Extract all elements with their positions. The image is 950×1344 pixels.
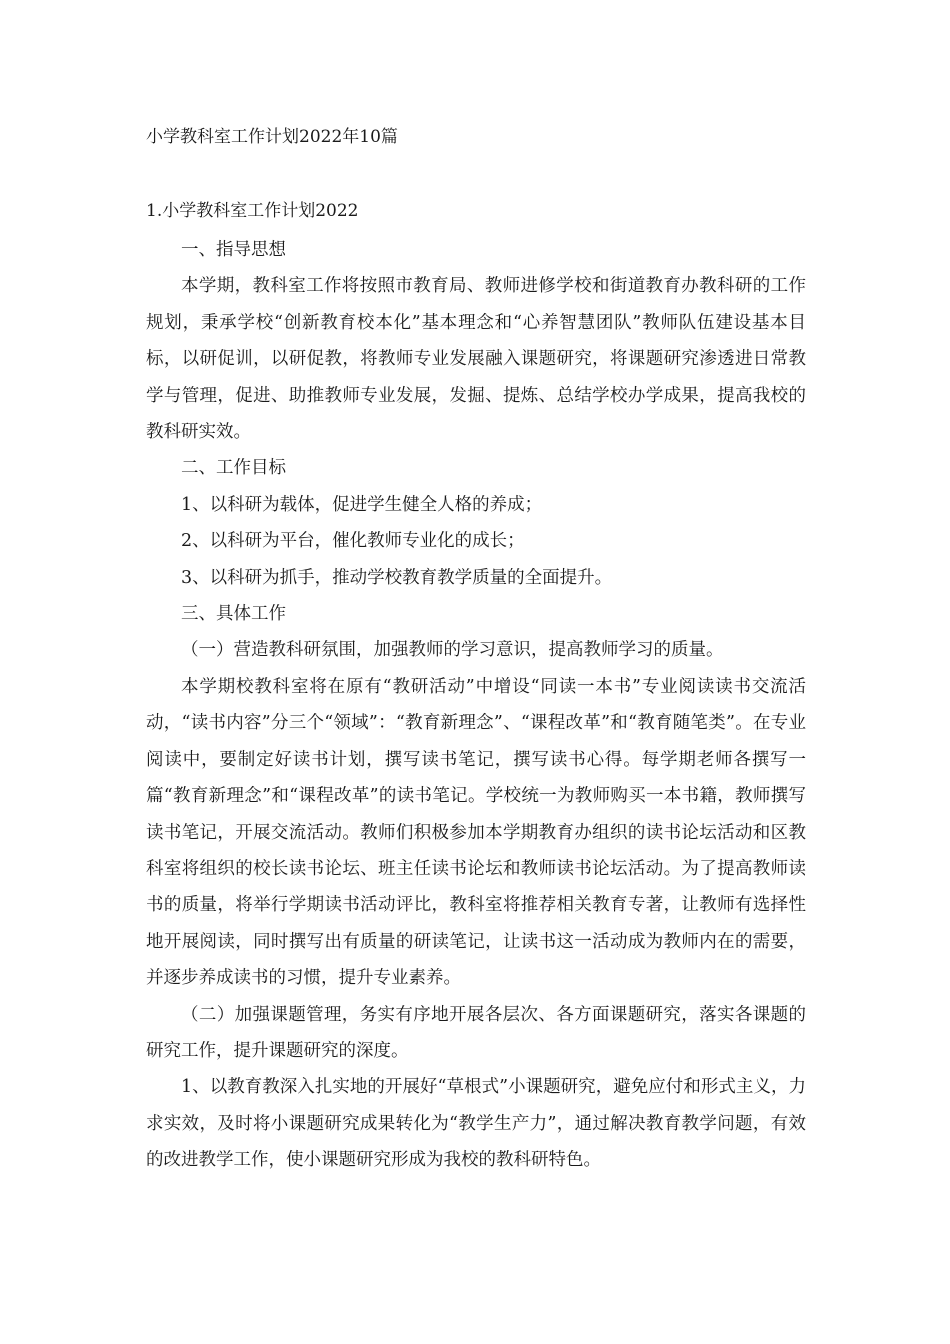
- goal-item-1: 1、以科研为载体，促进学生健全人格的养成；: [181, 494, 543, 515]
- section-title: 1.小学教科室工作计划2022: [146, 201, 359, 221]
- document-body: [146, 232, 806, 1179]
- heading-work-goals: 二、工作目标: [181, 458, 286, 479]
- heading-specific-work: 三、具体工作: [181, 604, 286, 625]
- goal-item-2: 2、以科研为平台，催化教师专业化的成长；: [181, 531, 525, 552]
- subheading-research-atmosphere: （一）营造教科研氛围，加强教师的学习意识，提高教师学习的质量。: [181, 640, 724, 661]
- document-title: 小学教科室工作计划2022年10篇: [146, 127, 398, 147]
- heading-guiding-ideology: 一、指导思想: [181, 240, 286, 260]
- paragraph-grassroots-research: 1、以教育教深入扎实地的开展好“草根式”小课题研究，避免应付和形式主义，力求实效，及时将小课题研究成果转化为“教学生产力”，通过解决教育教学问题，有效的改进教学工作，使小课题研究形成为我校的教科研特色。: [146, 1077, 806, 1171]
- goal-item-3: 3、以科研为抓手，推动学校教育教学质量的全面提升。: [181, 567, 613, 588]
- paragraph-reading-activities: 本学期校教科室将在原有“教研活动”中增设“同读一本书”专业阅读读书交流活动，“读书内容”分三个“领域”：“教育新理念”、“课程改革”和“教育随笔类”。在专业阅读中，要制定好读书计划，撰写读书笔记，撰写读书心得。每学期老师各撰写一篇“教育新理念”和“课程改革”的读书笔记。学校统一为教师购买一本书籍，教师撰写读书笔记，开展交流活动。教师们积极参加本学期教育办组织的读书论坛活动和区教科室将组织的校长读书论坛、班主任读书论坛和教师读书论坛活动。为了提高教师读书的质量，将举行学期读书活动评比，教科室将推荐相关教育专著，让教师有选择性地开展阅读，同时撰写出有质量的研读笔记，让读书这一活动成为教师内在的需要，并逐步养成读书的习惯，提升专业素养。: [146, 676, 806, 989]
- subheading-project-management: （二）加强课题管理，务实有序地开展各层次、各方面课题研究，落实各课题的研究工作，提升课题研究的深度。: [146, 1004, 806, 1061]
- paragraph-guiding-ideology: 本学期，教科室工作将按照市教育局、教师进修学校和街道教育办教科研的工作规划，秉承学校“创新教育校本化”基本理念和“心养智慧团队”教师队伍建设基本目标，以研促训，以研促教，将教师专业发展融入课题研究，将课题研究渗透进日常教学与管理，促进、助推教师专业发展，发掘、提炼、总结学校办学成果，提高我校的教科研实效。: [146, 276, 806, 443]
